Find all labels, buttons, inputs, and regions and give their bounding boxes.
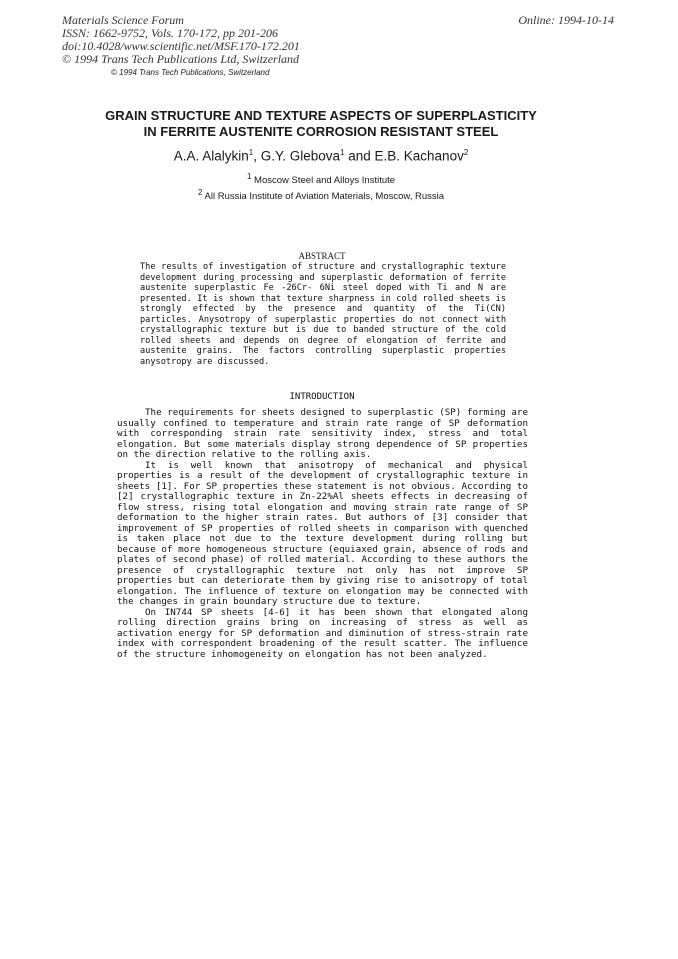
author-3-affiliation: 2 [463,148,469,157]
affiliation-2-marker: 2 [197,188,203,197]
abstract-heading: ABSTRACT [298,251,346,261]
affiliation-2-text: All Russia Institute of Aviation Materials, Moscow, Russia [202,191,445,203]
paper-title [100,108,542,140]
publisher-copyright: © 1994 Trans Tech Publications, Switzerland [111,68,270,77]
introduction-paragraph-1: The requirements for sheets designed to superplastic (SP) forming are usually confined to temperature and strain rate range of SP deformation with corresponding strain rate sensitivity index, stress and total elongation. But some materials display strong dependence of SP properties on the direction relative to the rolling axis. [117,407,528,460]
abstract-text: The results of investigation of structure and crystallographic texture development during processing and superplastic deformation of ferrite austenite superplastic Fe -26Cr- 6Ni steel doped with Ti and N are presented. It is shown that texture sharpness in cold rolled sheets is strongly effected by the presence and quantity of the Ti(CN) particles. Anysotropy of superplastic properties do not connect with crystallographic texture but is due to banded structure of the cold rolled sheets and depends on degree of elongation of ferrite and austenite grains. The factors controlling superplastic properties anysotropy are discussed. [140,262,506,367]
affiliation-2 [100,188,542,202]
introduction-paragraph-2: It is well known that anisotropy of mechanical and physical properties is a result of the development of crystallographic texture in sheets [1]. For SP properties these statement is not obvious. According to [2] crystallographic texture in Zn-22%Al sheets effects in decreasing of flow stress, rising total elongation and moving strain rate range of SP deformation to the higher strain rates. But authors of [3] consider that improvement of SP properties of rolled sheets in comparison with quenched is taken place not due to the texture development during rolling but because of more homogeneous structure (equiaxed grain, absence of rods and plates of second phase) of rolled material. According to these authors the presence of crystallographic texture not only has not improve SP properties but can deteriorate them by giving rise to anisotropy of total elongation. The influence of texture on elongation may be connected with the changes in grain boundary structure due to texture. [117,459,528,607]
doi-line[interactable]: doi:10.4028/www.scientific.net/MSF.170-172.201 [62,39,300,53]
author-3: E.B. Kachanov [374,148,464,164]
author-2-affiliation: 1 [340,148,345,157]
title-line-2: IN FERRITE AUSTENITE CORROSION RESISTANT STEEL [143,124,499,139]
journal-name: Materials Science Forum [62,13,184,27]
citation-block [62,14,300,66]
author-1-affiliation: 1 [248,148,254,157]
copyright-line: © 1994 Trans Tech Publications Ltd, Switzerland [62,52,300,66]
author-separator: and [344,148,375,164]
issn-line: ISSN: 1662-9752, Vols. 170-172, pp 201-206 [62,26,278,40]
introduction-body [117,408,528,660]
author-separator: , [253,148,261,164]
introduction-paragraph-3: On IN744 SP sheets [4-6] it has been shown that elongated along rolling direction grains bring on increasing of stress as well as activation energy for SP deformation and diminution of stress-strain rate index with correspondent broadening of the result scatter. The influence of the structure inhomogeneity on elongation has not been analyzed. [117,606,528,660]
affiliation-1-marker: 1 [246,172,252,181]
title-line-1: GRAIN STRUCTURE AND TEXTURE ASPECTS OF SUPERPLASTICITY [105,108,537,123]
author-1: A.A. Alalykin [173,148,249,164]
author-2: G.Y. Glebova [260,148,341,164]
affiliation-1-text: Moscow Steel and Alloys Institute [251,175,396,187]
affiliation-1 [100,172,542,186]
online-date: Online: 1994-10-14 [518,13,614,27]
introduction-heading: INTRODUCTION [289,392,355,402]
author-list [100,148,542,164]
